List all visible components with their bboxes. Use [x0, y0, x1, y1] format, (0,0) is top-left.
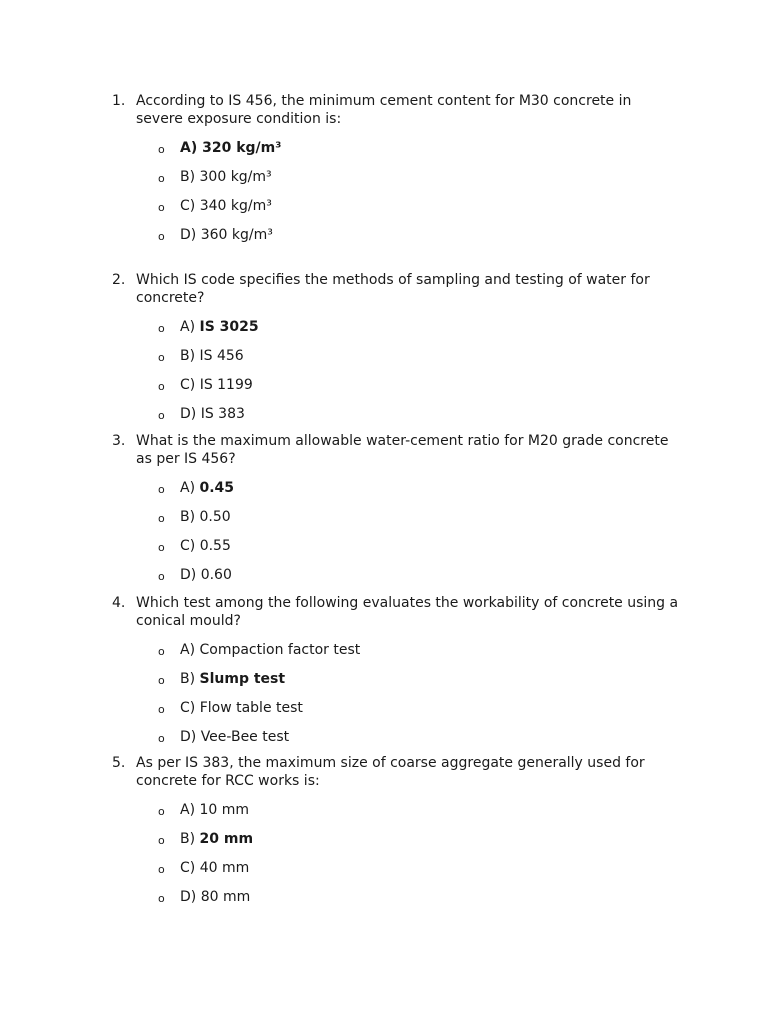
option-b	[112, 508, 682, 537]
option-text: C) 0.55	[180, 538, 231, 554]
option-text: 0.45	[199, 480, 235, 496]
bullet-icon: o	[158, 805, 165, 818]
question-number: 2.	[112, 272, 126, 288]
option-text: C) 340 kg/m³	[180, 198, 272, 214]
option-list	[112, 139, 682, 255]
question-5	[112, 754, 682, 917]
option-b	[112, 347, 682, 376]
question-number: 4.	[112, 595, 126, 611]
option-text: B) 0.50	[180, 509, 231, 525]
question-3	[112, 432, 682, 595]
option-c	[112, 197, 682, 226]
option-list	[112, 479, 682, 595]
bullet-icon: o	[158, 380, 165, 393]
question-number: 1.	[112, 93, 126, 109]
bullet-icon: o	[158, 483, 165, 496]
option-a	[112, 641, 682, 670]
bullet-icon: o	[158, 570, 165, 583]
option-list	[112, 641, 682, 757]
option-text: A) 10 mm	[180, 802, 250, 818]
option-b	[112, 168, 682, 197]
option-prefix: A)	[180, 480, 200, 496]
option-prefix: B)	[180, 831, 200, 847]
question-text: Which test among the following evaluates the workability of concrete using a conical mould?	[136, 595, 679, 629]
option-list	[112, 318, 682, 434]
option-a	[112, 139, 682, 168]
option-text: A) Compaction factor test	[180, 642, 361, 658]
option-d	[112, 888, 682, 917]
question-4	[112, 594, 682, 757]
question-text: According to IS 456, the minimum cement content for M30 concrete in severe exposure condition is:	[136, 93, 632, 127]
question-2	[112, 271, 682, 434]
bullet-icon: o	[158, 863, 165, 876]
question-number: 5.	[112, 755, 126, 771]
option-d	[112, 405, 682, 434]
bullet-icon: o	[158, 172, 165, 185]
bullet-icon: o	[158, 892, 165, 905]
bullet-icon: o	[158, 834, 165, 847]
bullet-icon: o	[158, 351, 165, 364]
bullet-icon: o	[158, 201, 165, 214]
bullet-icon: o	[158, 143, 165, 156]
option-d	[112, 226, 682, 255]
bullet-icon: o	[158, 674, 165, 687]
option-text: D) Vee-Bee test	[180, 729, 290, 745]
option-list	[112, 801, 682, 917]
bullet-icon: o	[158, 703, 165, 716]
option-text: B) IS 456	[180, 348, 244, 364]
question-text: As per IS 383, the maximum size of coarse aggregate generally used for concrete for RCC works is:	[136, 755, 645, 789]
option-prefix: B)	[180, 671, 200, 687]
bullet-icon: o	[158, 645, 165, 658]
option-text: C) IS 1199	[180, 377, 253, 393]
option-c	[112, 699, 682, 728]
option-text: C) 40 mm	[180, 860, 250, 876]
option-b	[112, 830, 682, 859]
question-1	[112, 92, 682, 255]
option-b	[112, 670, 682, 699]
option-text: Slump test	[199, 671, 286, 687]
question-number: 3.	[112, 433, 126, 449]
option-text: C) Flow table test	[180, 700, 303, 716]
option-d	[112, 728, 682, 757]
option-text: A) 320 kg/m³	[180, 140, 282, 156]
option-c	[112, 376, 682, 405]
option-d	[112, 566, 682, 595]
bullet-icon: o	[158, 409, 165, 422]
bullet-icon: o	[158, 541, 165, 554]
option-text: D) IS 383	[180, 406, 245, 422]
bullet-icon: o	[158, 732, 165, 745]
option-a	[112, 318, 682, 347]
option-text: B) 300 kg/m³	[180, 169, 272, 185]
option-text: D) 80 mm	[180, 889, 251, 905]
option-a	[112, 479, 682, 508]
question-text: What is the maximum allowable water-cement ratio for M20 grade concrete as per IS 456?	[136, 433, 669, 467]
bullet-icon: o	[158, 322, 165, 335]
option-text: D) 360 kg/m³	[180, 227, 273, 243]
question-text: Which IS code specifies the methods of sampling and testing of water for concrete?	[136, 272, 650, 306]
bullet-icon: o	[158, 512, 165, 525]
option-a	[112, 801, 682, 830]
option-prefix: A)	[180, 319, 200, 335]
option-c	[112, 537, 682, 566]
bullet-icon: o	[158, 230, 165, 243]
option-text: IS 3025	[199, 319, 259, 335]
option-text: D) 0.60	[180, 567, 232, 583]
option-c	[112, 859, 682, 888]
option-text: 20 mm	[199, 831, 254, 847]
